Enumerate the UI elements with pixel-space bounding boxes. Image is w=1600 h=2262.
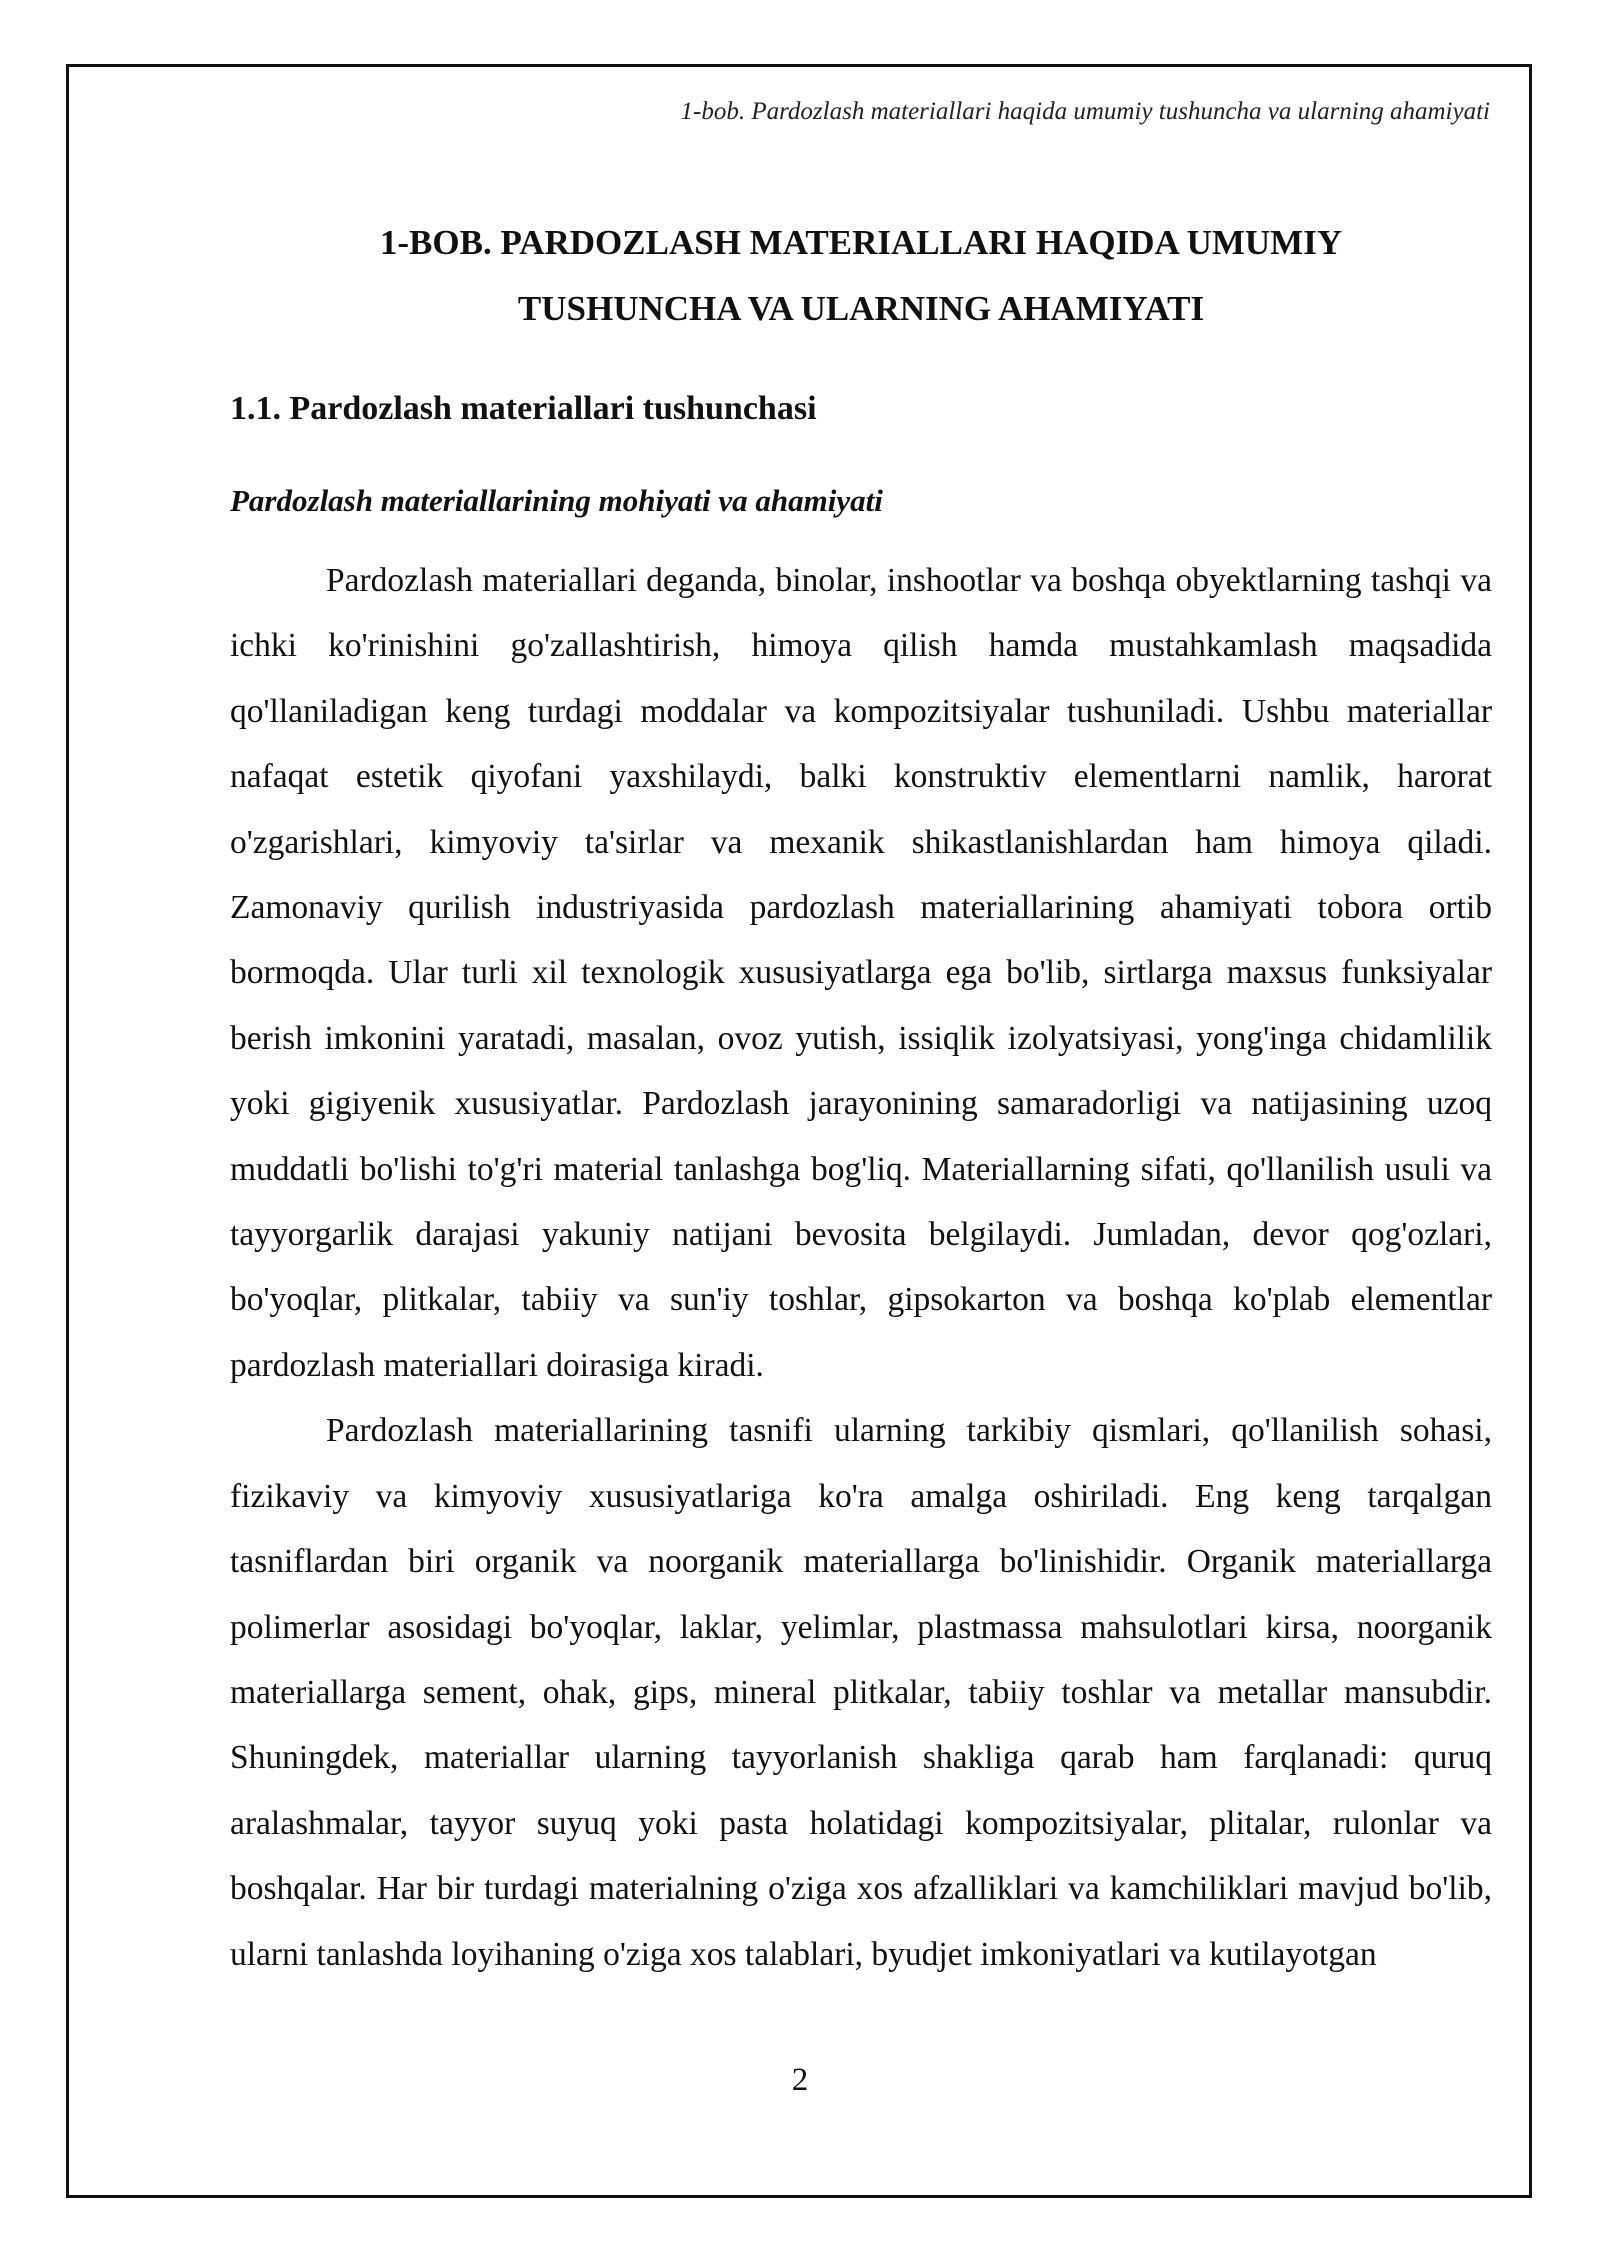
subsection-title: Pardozlash materiallarining mohiyati va ahamiyati	[230, 483, 883, 518]
page-number: 2	[791, 2062, 809, 2098]
chapter-title-line-2: TUSHUNCHA VA ULARNING AHAMIYATI	[517, 289, 1205, 328]
chapter-title	[230, 210, 1492, 342]
section-title: 1.1. Pardozlash materiallari tushunchasi	[230, 390, 817, 427]
paragraph-1: Pardozlash materiallari deganda, binolar, inshootlar va boshqa obyektlarning tashqi va ichki ko'rinishini go'zallashtirish, himoya qilish hamda mustahkamlash maqsadida qo'llaniladigan keng turdagi moddalar va kompozitsiyalar tushuniladi. Ushbu materiallar nafaqat estetik qiyofani yaxshilaydi, balki konstruktiv elementlarni namlik, harorat o'zgarishlari, kimyoviy ta'sirlar va mexanik shikastlanishlardan ham himoya qiladi. Zamonaviy qurilish industriyasida pardozlash materiallarining ahamiyati tobora ortib bormoqda. Ular turli xil texnologik xususiyatlarga ega bo'lib, sirtlarga maxsus funksiyalar berish imkonini yaratadi, masalan, ovoz yutish, issiqlik izolyatsiyasi, yong'inga chidamlilik yoki gigiyenik xususiyatlar. Pardozlash jarayonining samaradorligi va natijasining uzoq muddatli bo'lishi to'g'ri material tanlashga bog'liq. Materiallarning sifati, qo'llanilish usuli va tayyorgarlik darajasi yakuniy natijani bevosita belgilaydi. Jumladan, devor qog'ozlari, bo'yoqlar, plitkalar, tabiiy va sun'iy toshlar, gipsokarton va boshqa ko'plab elementlar pardozlash materiallari doirasiga kiradi.	[230, 562, 1492, 1384]
running-header: 1-bob. Pardozlash materiallari haqida umumiy tushuncha va ularning ahamiyati	[680, 98, 1490, 125]
body-text	[230, 548, 1492, 1987]
paragraph-2: Pardozlash materiallarining tasnifi ularning tarkibiy qismlari, qo'llanilish sohasi, fizikaviy va kimyoviy xususiyatlariga ko'ra amalga oshiriladi. Eng keng tarqalgan tasniflardan biri organik va noorganik materiallarga bo'linishidir. Organik materiallarga polimerlar asosidagi bo'yoqlar, laklar, yelimlar, plastmassa mahsulotlari kirsa, noorganik materiallarga sement, ohak, gips, mineral plitkalar, tabiiy toshlar va metallar mansubdir. Shuningdek, materiallar ularning tayyorlanish shakliga qarab ham farqlanadi: quruq aralashmalar, tayyor suyuq yoki pasta holatidagi kompozitsiyalar, plitalar, rulonlar va boshqalar. Har bir turdagi materialning o'ziga xos afzalliklari va kamchiliklari mavjud bo'lib, ularni tanlashda loyihaning o'ziga xos talablari, byudjet imkoniyatlari va kutilayotgan	[230, 1412, 1492, 1973]
chapter-title-line-1: 1-BOB. PARDOZLASH MATERIALLARI HAQIDA UMUMIY	[379, 223, 1343, 262]
